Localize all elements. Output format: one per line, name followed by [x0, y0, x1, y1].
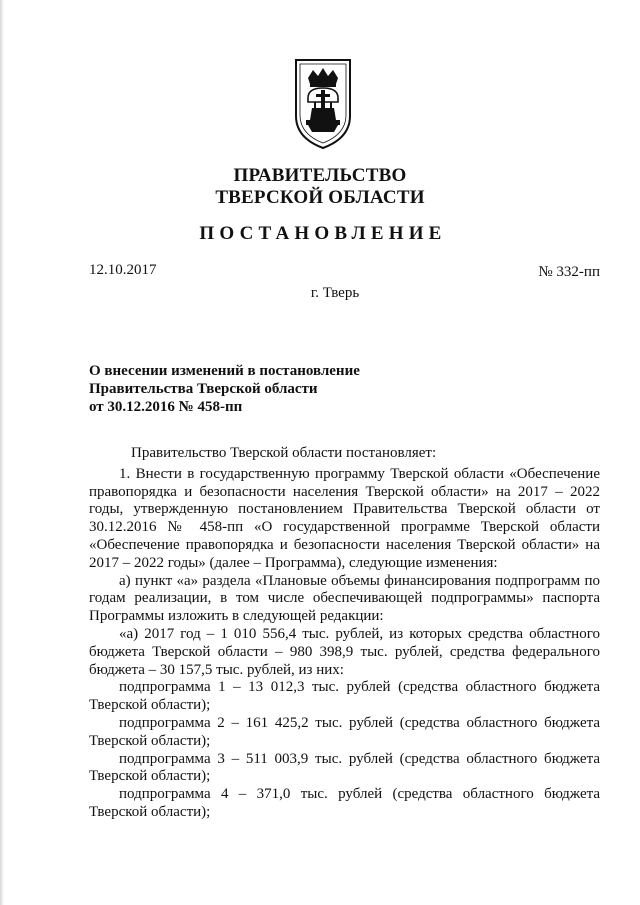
document-subject: [89, 362, 360, 416]
body-item-a: а) пункт «а» раздела «Плановые объемы финансирования подпрограмм по годам реализации, в том числе обеспечивающей подпрограммы» паспорта Программы изложить в следующей редакции:: [89, 572, 600, 625]
document-type: ПОСТАНОВЛЕНИЕ: [199, 223, 447, 244]
body-item-1: 1. Внести в государственную программу Тверской области «Обеспечение правопорядка и безопасности населения Тверской области» на 2017 – 2022 годы, утвержденную постановлением Правительства Тверской области от 30.12.2016 № 458-пп «О государственной программе Тверской области «Обеспечение правопорядка и безопасности населения Тверской области» на 2017 – 2022 годы» (далее – Программа), следующие изменения:: [89, 465, 600, 571]
organization-line-2: ТВЕРСКОЙ ОБЛАСТИ: [215, 187, 425, 208]
body-subprogram-4: подпрограмма 4 – 371,0 тыс. рублей (средства областного бюджета Тверской области);: [89, 786, 600, 820]
coat-of-arms-emblem: [294, 58, 352, 150]
document-body: [89, 445, 600, 822]
scan-edge: [0, 0, 4, 905]
document-city: г. Тверь: [310, 285, 360, 301]
subject-line-3: от 30.12.2016 № 458-пп: [89, 399, 243, 415]
body-subprogram-2: подпрограмма 2 – 161 425,2 тыс. рублей (средства областного бюджета Тверской области);: [89, 714, 600, 749]
organization-line-1: ПРАВИТЕЛЬСТВО: [233, 165, 407, 186]
subject-line-1: О внесении изменений в постановление: [89, 363, 360, 379]
subject-line-2: Правительства Тверской области: [89, 381, 318, 397]
document-number: № 332-пп: [538, 264, 600, 280]
body-intro: Правительство Тверской области постановляет:: [131, 445, 437, 461]
body-subprogram-3: подпрограмма 3 – 511 003,9 тыс. рублей (средства областного бюджета Тверской области);: [89, 750, 600, 785]
body-year-2017: «а) 2017 год – 1 010 556,4 тыс. рублей, из которых средства областного бюджета Тверской области – 980 398,9 тыс. рублей, средства федерального бюджета – 30 157,5 тыс. рублей, из них:: [89, 625, 600, 678]
body-subprogram-1: подпрограмма 1 – 13 012,3 тыс. рублей (средства областного бюджета Тверской области);: [89, 679, 600, 714]
document-date: 12.10.2017: [89, 262, 157, 278]
